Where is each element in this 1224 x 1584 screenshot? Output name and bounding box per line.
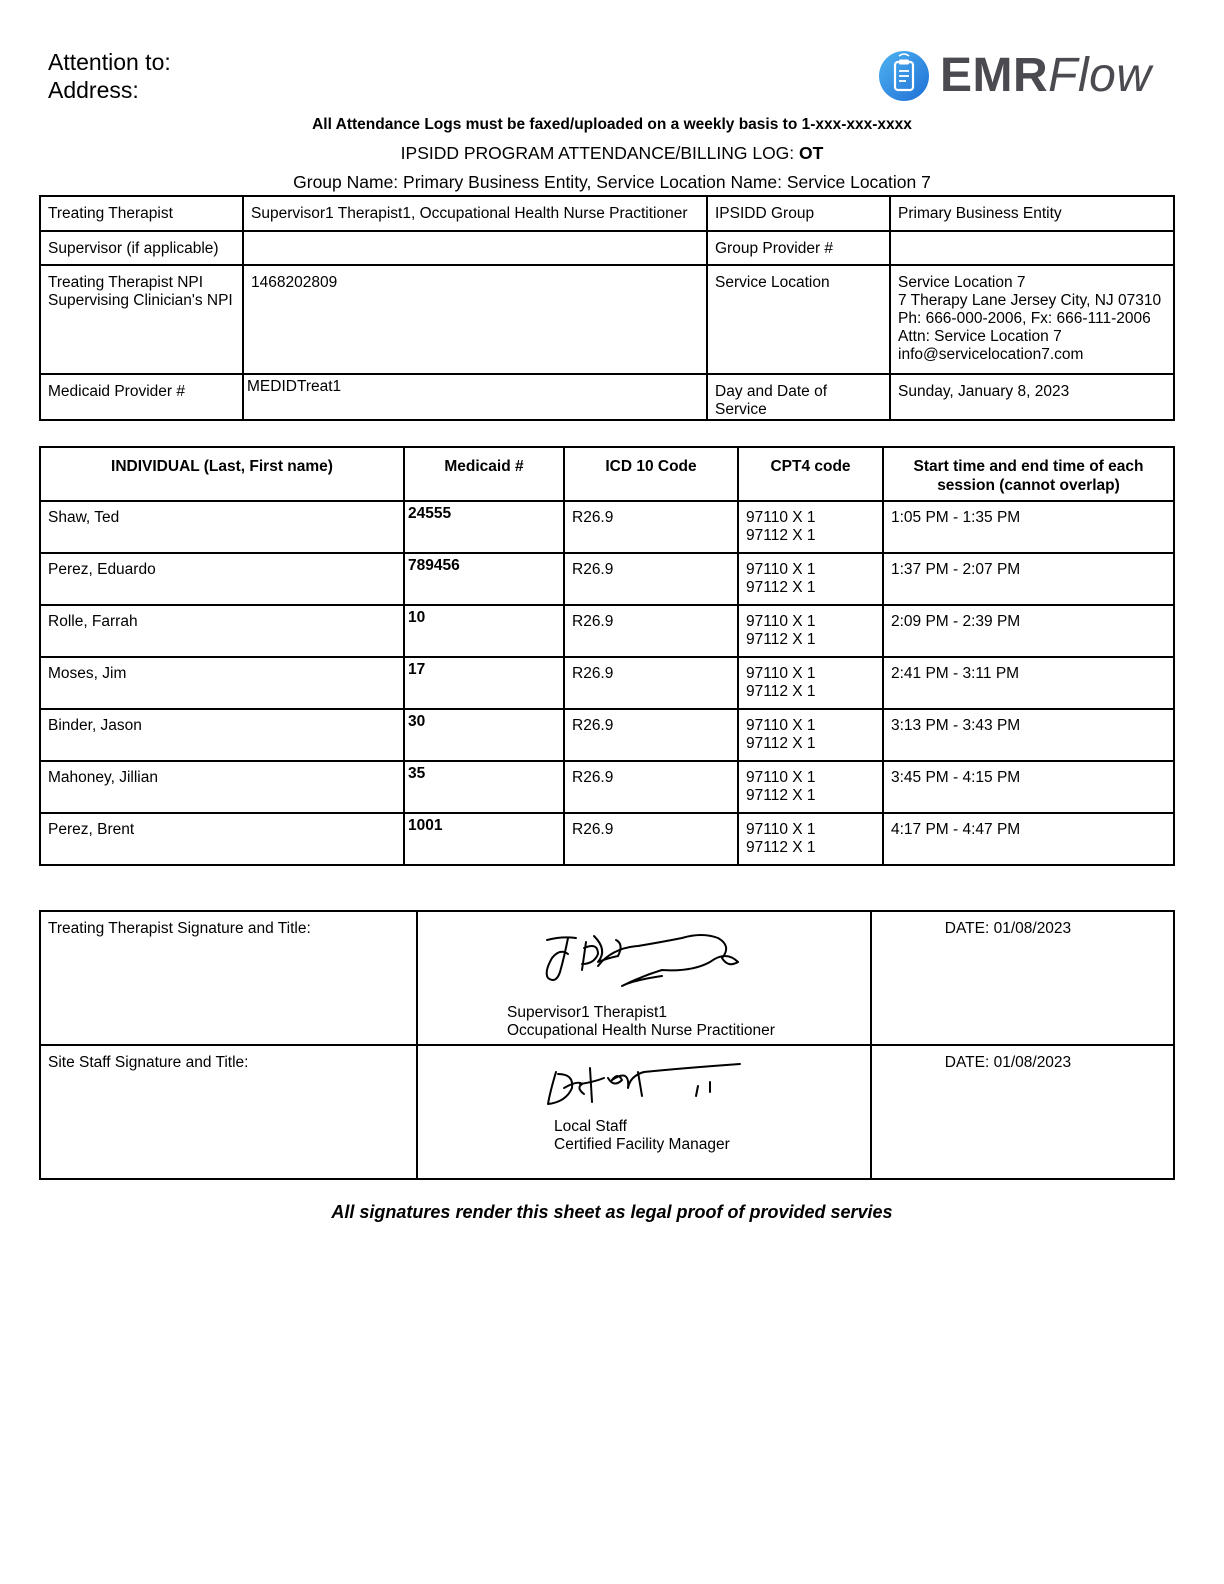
therapist-signature-label: Treating Therapist Signature and Title:	[40, 911, 417, 1045]
service-location-line: Attn: Service Location 7	[898, 328, 1062, 345]
group-provider-label: Group Provider #	[707, 231, 890, 265]
table-row	[40, 761, 1174, 813]
supervisor-value	[243, 231, 707, 265]
medicaid-number: 1001	[404, 813, 564, 865]
attention-label: Attention to:	[48, 49, 171, 75]
icd10-code: R26.9	[564, 657, 738, 709]
service-location-line: Service Location 7	[898, 274, 1026, 291]
cpt4-codes	[738, 709, 883, 761]
supervising-npi-label: Supervising Clinician's NPI	[48, 292, 233, 309]
table-row	[40, 657, 1174, 709]
icd10-code: R26.9	[564, 709, 738, 761]
staff-signature-date: DATE: 01/08/2023	[871, 1045, 1174, 1179]
staff-signature	[544, 1058, 750, 1112]
npi-labels	[40, 265, 243, 374]
service-location-label: Service Location	[707, 265, 890, 374]
icd10-code: R26.9	[564, 501, 738, 553]
medicaid-number: 10	[404, 605, 564, 657]
medicaid-header: Medicaid #	[404, 447, 564, 501]
cpt4-header: CPT4 code	[738, 447, 883, 501]
patient-name: Shaw, Ted	[40, 501, 404, 553]
patient-table	[39, 446, 1175, 866]
attention-block	[48, 48, 171, 104]
cpt4-codes	[738, 813, 883, 865]
icd10-code: R26.9	[564, 813, 738, 865]
cpt4-codes	[738, 501, 883, 553]
medicaid-number: 789456	[404, 553, 564, 605]
group-provider-value	[890, 231, 1174, 265]
cpt-code: 97110 X 1	[746, 561, 816, 578]
logo-wordmark	[940, 48, 1152, 104]
session-time: 3:45 PM - 4:15 PM	[883, 761, 1174, 813]
ipsidd-group-label: IPSIDD Group	[707, 196, 890, 231]
cpt-code: 97112 X 1	[746, 839, 816, 856]
session-time: 1:37 PM - 2:07 PM	[883, 553, 1174, 605]
log-title	[0, 143, 1224, 164]
logo-emr: EMR	[940, 49, 1049, 102]
cpt-code: 97110 X 1	[746, 769, 816, 786]
cpt-code: 97110 X 1	[746, 821, 816, 838]
session-time: 3:13 PM - 3:43 PM	[883, 709, 1174, 761]
session-time: 2:09 PM - 2:39 PM	[883, 605, 1174, 657]
patient-name: Binder, Jason	[40, 709, 404, 761]
therapist-signature	[542, 928, 752, 1000]
ipsidd-group-value: Primary Business Entity	[890, 196, 1174, 231]
cpt-code: 97112 X 1	[746, 683, 816, 700]
session-time: 1:05 PM - 1:35 PM	[883, 501, 1174, 553]
icd10-code: R26.9	[564, 553, 738, 605]
session-time: 4:17 PM - 4:47 PM	[883, 813, 1174, 865]
therapist-signature-date: DATE: 01/08/2023	[871, 911, 1174, 1045]
patient-name: Mahoney, Jillian	[40, 761, 404, 813]
service-location-line: 7 Therapy Lane Jersey City, NJ 07310	[898, 292, 1162, 309]
icd10-code: R26.9	[564, 605, 738, 657]
icd10-code: R26.9	[564, 761, 738, 813]
service-location-line: info@servicelocation7.com	[898, 346, 1084, 363]
medicaid-number: 24555	[404, 501, 564, 553]
medicaid-number: 30	[404, 709, 564, 761]
cpt4-codes	[738, 761, 883, 813]
patient-name: Perez, Eduardo	[40, 553, 404, 605]
cpt-code: 97110 X 1	[746, 665, 816, 682]
group-line: Group Name: Primary Business Entity, Service Location Name: Service Location 7	[293, 172, 931, 192]
address-label: Address:	[48, 77, 139, 103]
cpt-code: 97110 X 1	[746, 613, 816, 630]
therapist-name: Supervisor1 Therapist1	[507, 1004, 667, 1021]
table-row	[40, 553, 1174, 605]
cpt-code: 97112 X 1	[746, 579, 816, 596]
emrflow-logo	[878, 48, 1168, 104]
cpt-code: 97110 X 1	[746, 509, 816, 526]
patient-name: Moses, Jim	[40, 657, 404, 709]
medicaid-number: 35	[404, 761, 564, 813]
session-times-header: Start time and end time of each session (cannot overlap)	[883, 447, 1174, 501]
table-row	[40, 501, 1174, 553]
table-row	[40, 605, 1174, 657]
icd10-header: ICD 10 Code	[564, 447, 738, 501]
session-time: 2:41 PM - 3:11 PM	[883, 657, 1174, 709]
logo-flow: Flow	[1048, 49, 1152, 102]
cpt-code: 97112 X 1	[746, 527, 816, 544]
patient-name: Rolle, Farrah	[40, 605, 404, 657]
cpt-code: 97110 X 1	[746, 717, 816, 734]
cpt4-codes	[738, 605, 883, 657]
info-table	[39, 195, 1175, 421]
cpt-code: 97112 X 1	[746, 787, 816, 804]
date-of-service-label: Day and Date of Service	[707, 374, 890, 420]
therapist-title: Occupational Health Nurse Practitioner	[507, 1022, 775, 1039]
treating-npi-label: Treating Therapist NPI	[48, 274, 204, 291]
therapist-signature-cell	[417, 911, 871, 1045]
log-title-code: OT	[799, 143, 824, 163]
cpt4-codes	[738, 553, 883, 605]
service-location-value	[890, 265, 1174, 374]
staff-signature-cell	[417, 1045, 871, 1179]
supervisor-label: Supervisor (if applicable)	[40, 231, 243, 265]
staff-name: Local Staff	[554, 1118, 627, 1135]
staff-title: Certified Facility Manager	[554, 1136, 730, 1153]
medicaid-provider-label: Medicaid Provider #	[40, 374, 243, 420]
treating-therapist-label: Treating Therapist	[40, 196, 243, 231]
individual-header: INDIVIDUAL (Last, First name)	[40, 447, 404, 501]
cpt4-codes	[738, 657, 883, 709]
medicaid-provider-value: MEDIDTreat1	[243, 374, 707, 420]
clipboard-phone-icon	[878, 50, 930, 102]
npi-value: 1468202809	[243, 265, 707, 374]
service-location-line: Ph: 666-000-2006, Fx: 666-111-2006	[898, 310, 1151, 327]
fax-notice: All Attendance Logs must be faxed/uploaded on a weekly basis to 1-xxx-xxx-xxxx	[312, 116, 912, 133]
table-row	[40, 813, 1174, 865]
staff-signature-label: Site Staff Signature and Title:	[40, 1045, 417, 1179]
date-of-service-value: Sunday, January 8, 2023	[890, 374, 1174, 420]
legal-footer: All signatures render this sheet as legal proof of provided servies	[331, 1202, 893, 1222]
table-row	[40, 709, 1174, 761]
patient-name: Perez, Brent	[40, 813, 404, 865]
cpt-code: 97112 X 1	[746, 735, 816, 752]
cpt-code: 97112 X 1	[746, 631, 816, 648]
log-title-prefix: IPSIDD PROGRAM ATTENDANCE/BILLING LOG:	[400, 143, 800, 163]
medicaid-number: 17	[404, 657, 564, 709]
signature-table	[39, 910, 1175, 1180]
treating-therapist-value: Supervisor1 Therapist1, Occupational Health Nurse Practitioner	[243, 196, 707, 231]
